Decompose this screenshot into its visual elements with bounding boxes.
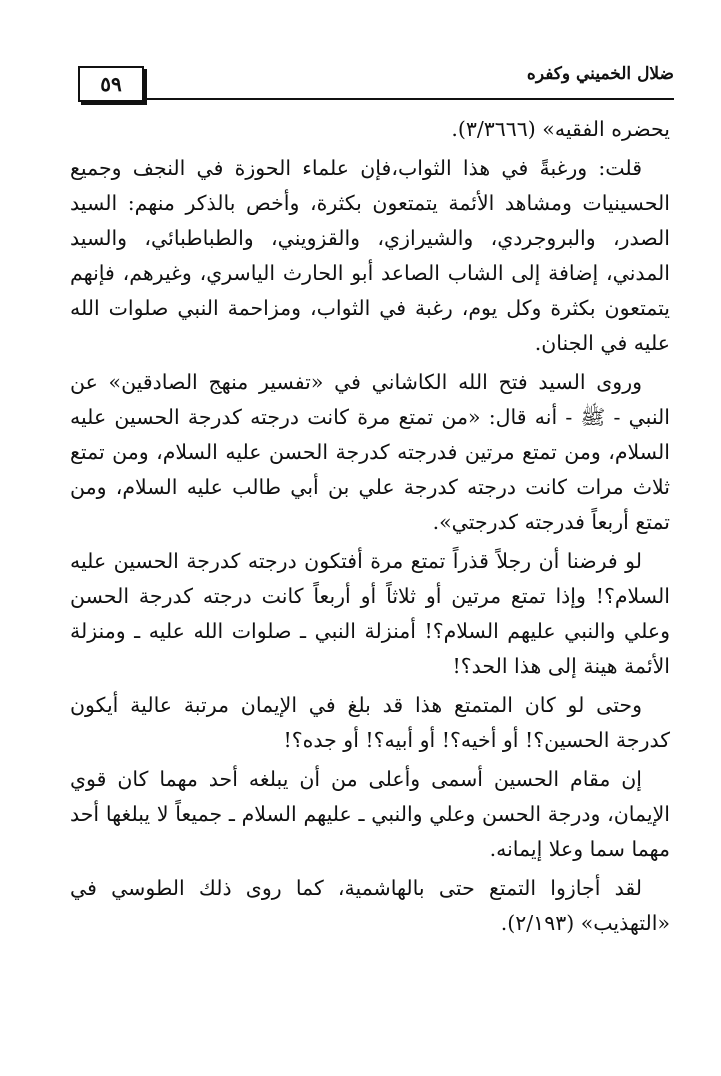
paragraph: إن مقام الحسين أسمى وأعلى من أن يبلغه أحد مهما كان قوي الإيمان، ودرجة الحسن وعلي والنبي ـ عليهم السلام ـ جميعاً لا يبلغها أحد مهما سما وعلا إيمانه. bbox=[70, 767, 670, 861]
page-header bbox=[74, 64, 674, 108]
body-text bbox=[70, 112, 670, 945]
paragraph: لو فرضنا أن رجلاً قذراً تمتع مرة أفتكون درجته كدرجة الحسين عليه السلام؟! وإذا تمتع مرتين أو ثلاثاً أو أربعاً كانت درجته كدرجة الحسن وعلي والنبي عليهم السلام؟! أمنزلة النبي ـ صلوات الله عليه ـ ومنزلة الأئمة هينة إلى هذا الحد؟! bbox=[70, 549, 670, 678]
paragraph-continuation: يحضره الفقيه» (٣/٣٦٦٦). bbox=[451, 117, 670, 141]
paragraph: وروى السيد فتح الله الكاشاني في «تفسير منهج الصادقين» عن النبي - ﷺ - أنه قال: «من تمتع مرة كانت درجته كدرجة الحسين عليه السلام، ومن تمتع مرتين فدرجته كدرجة الحسن عليه السلام، ومن تمتع ثلاث مرات كانت درجته كدرجة علي بن أبي طالب عليه السلام، ومن تمتع أربعاً فدرجته كدرجتي». bbox=[70, 370, 670, 534]
paragraph: وحتى لو كان المتمتع هذا قد بلغ في الإيمان مرتبة عالية أيكون كدرجة الحسين؟! أو أخيه؟! أو أبيه؟! أو جده؟! bbox=[70, 693, 670, 752]
paragraph: لقد أجازوا التمتع حتى بالهاشمية، كما روى ذلك الطوسي في «التهذيب» (٢/١٩٣). bbox=[70, 876, 670, 935]
page-number: ٥٩ bbox=[78, 66, 144, 102]
header-rule bbox=[146, 98, 674, 100]
running-title: ضلال الخميني وكفره bbox=[526, 64, 674, 84]
paragraph: قلت: ورغبةً في هذا الثواب،فإن علماء الحوزة في النجف وجميع الحسينيات ومشاهد الأئمة يتمتعون بكثرة، وأخص بالذكر منهم: السيد الصدر، والبروجردي، والشيرازي، والقزويني، والطباطبائي، والسيد المدني، إضافة إلى الشاب الصاعد أبو الحارث الياسري، وغيرهم، فإنهم يتمتعون بكثرة وكل يوم، رغبة في الثواب، ومزاحمة النبي صلوات الله عليه في الجنان. bbox=[70, 156, 670, 355]
